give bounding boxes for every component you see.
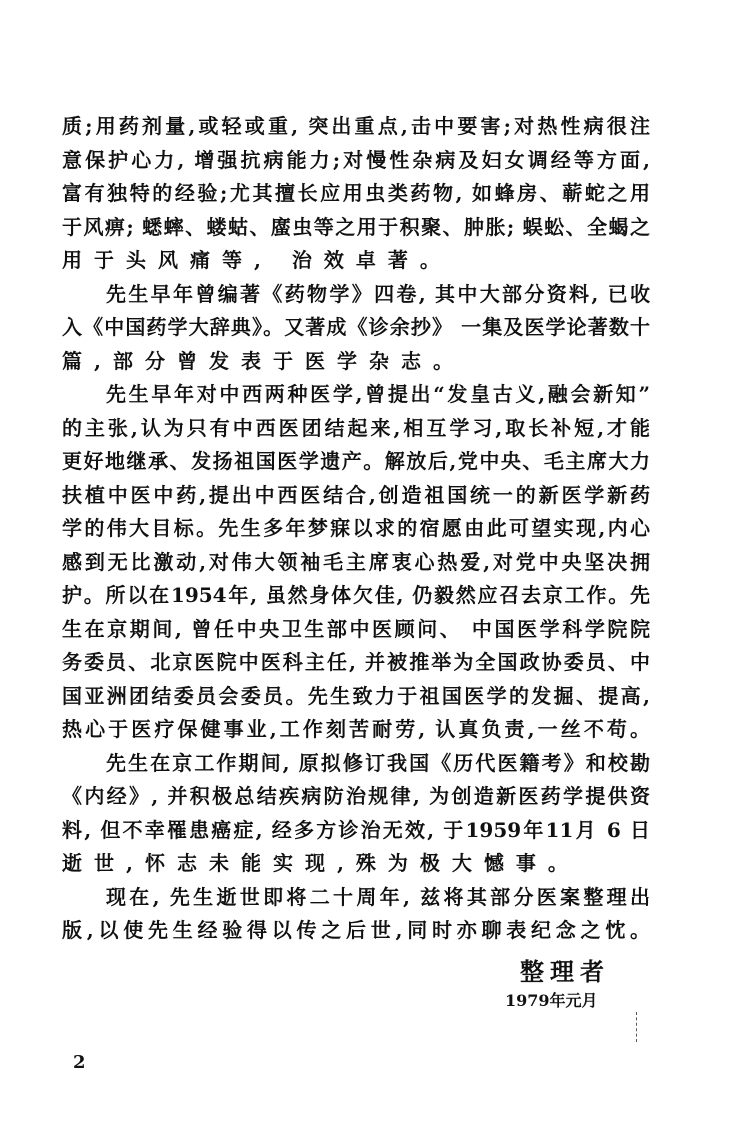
text-line: 感到无比激动,对伟大领袖毛主席衷心热爱,对党中央坚决拥 [62,549,650,574]
signature: 整理者 [520,957,610,986]
text-line: 意保护心力, 增强抗病能力;对慢性杂病及妇女调经等方面, [62,147,650,172]
text-line: 逝世,怀志未能实现,殊为极大憾事。 [62,851,580,875]
text-line: 入《中国药学大辞典》。又著成《诊余抄》 一集及医学论著数十 [62,315,650,339]
text-line: 扶植中医中药,提出中西医结合,创造祖国统一的新医学新药 [62,482,650,507]
text-line: 先生早年对中西两种医学,曾提出“发皇古义,融会新知” [106,382,650,406]
text-line: 学的伟大目标。先生多年梦寐以求的宿愿由此可望实现,内心 [62,516,650,540]
text-line: 务委员、北京医院中医科主任, 并被推举为全国政协委员、中 [62,650,650,674]
text-line: 用于头风痛等, 治效卓著。 [62,248,452,272]
scan-mark [636,1012,638,1042]
text-line: 版,以使先生经验得以传之后世,同时亦聊表纪念之忱。 [62,918,650,942]
text-line: 先生在京工作期间, 原拟修订我国《历代医籍考》和校勘 [106,750,650,775]
text-line: 先生早年曾编著《药物学》四卷, 其中大部分资料, 已收 [106,281,650,306]
text-line: 篇,部分曾发表于医学杂志。 [62,348,465,373]
text-line: 质;用药剂量,或轻或重, 突出重点,击中要害;对热性病很注 [62,114,650,138]
text-line: 生在京期间, 曾任中央卫生部中医顾问、 中国医学科学院院 [62,616,650,641]
text-line: 现在, 先生逝世即将二十周年, 兹将其部分医案整理出 [106,884,650,909]
date: 1979年元月 [505,991,598,1010]
text-line: 国亚洲团结委员会委员。先生致力于祖国医学的发掘、提高, [62,683,650,708]
text-line: 热心于医疗保健事业,工作刻苦耐劳, 认真负责,一丝不苟。 [62,717,650,741]
text-line: 的主张,认为只有中西医团结起来,相互学习,取长补短,才能 [62,415,650,440]
text-line: 料, 但不幸罹患癌症, 经多方诊治无效, 于1959年11月 6 日 [62,817,650,842]
text-line: 于风痹; 蟋蟀、蝼蛄、䗪虫等之用于积聚、肿胀; 蜈蚣、全蝎之 [62,214,650,239]
text-line: 更好地继承、发扬祖国医学遗产。解放后,党中央、毛主席大力 [62,449,650,473]
body-text [62,110,650,948]
text-line: 护。所以在1954年, 虽然身体欠佳, 仍毅然应召去京工作。先 [62,583,650,607]
page-number: 2 [73,1052,86,1073]
text-line: 《内经》, 并积极总结疾病防治规律, 为创造新医药学提供资 [62,784,650,808]
text-line: 富有独特的经验;尤其擅长应用虫类药物, 如蜂房、蕲蛇之用 [62,181,650,205]
